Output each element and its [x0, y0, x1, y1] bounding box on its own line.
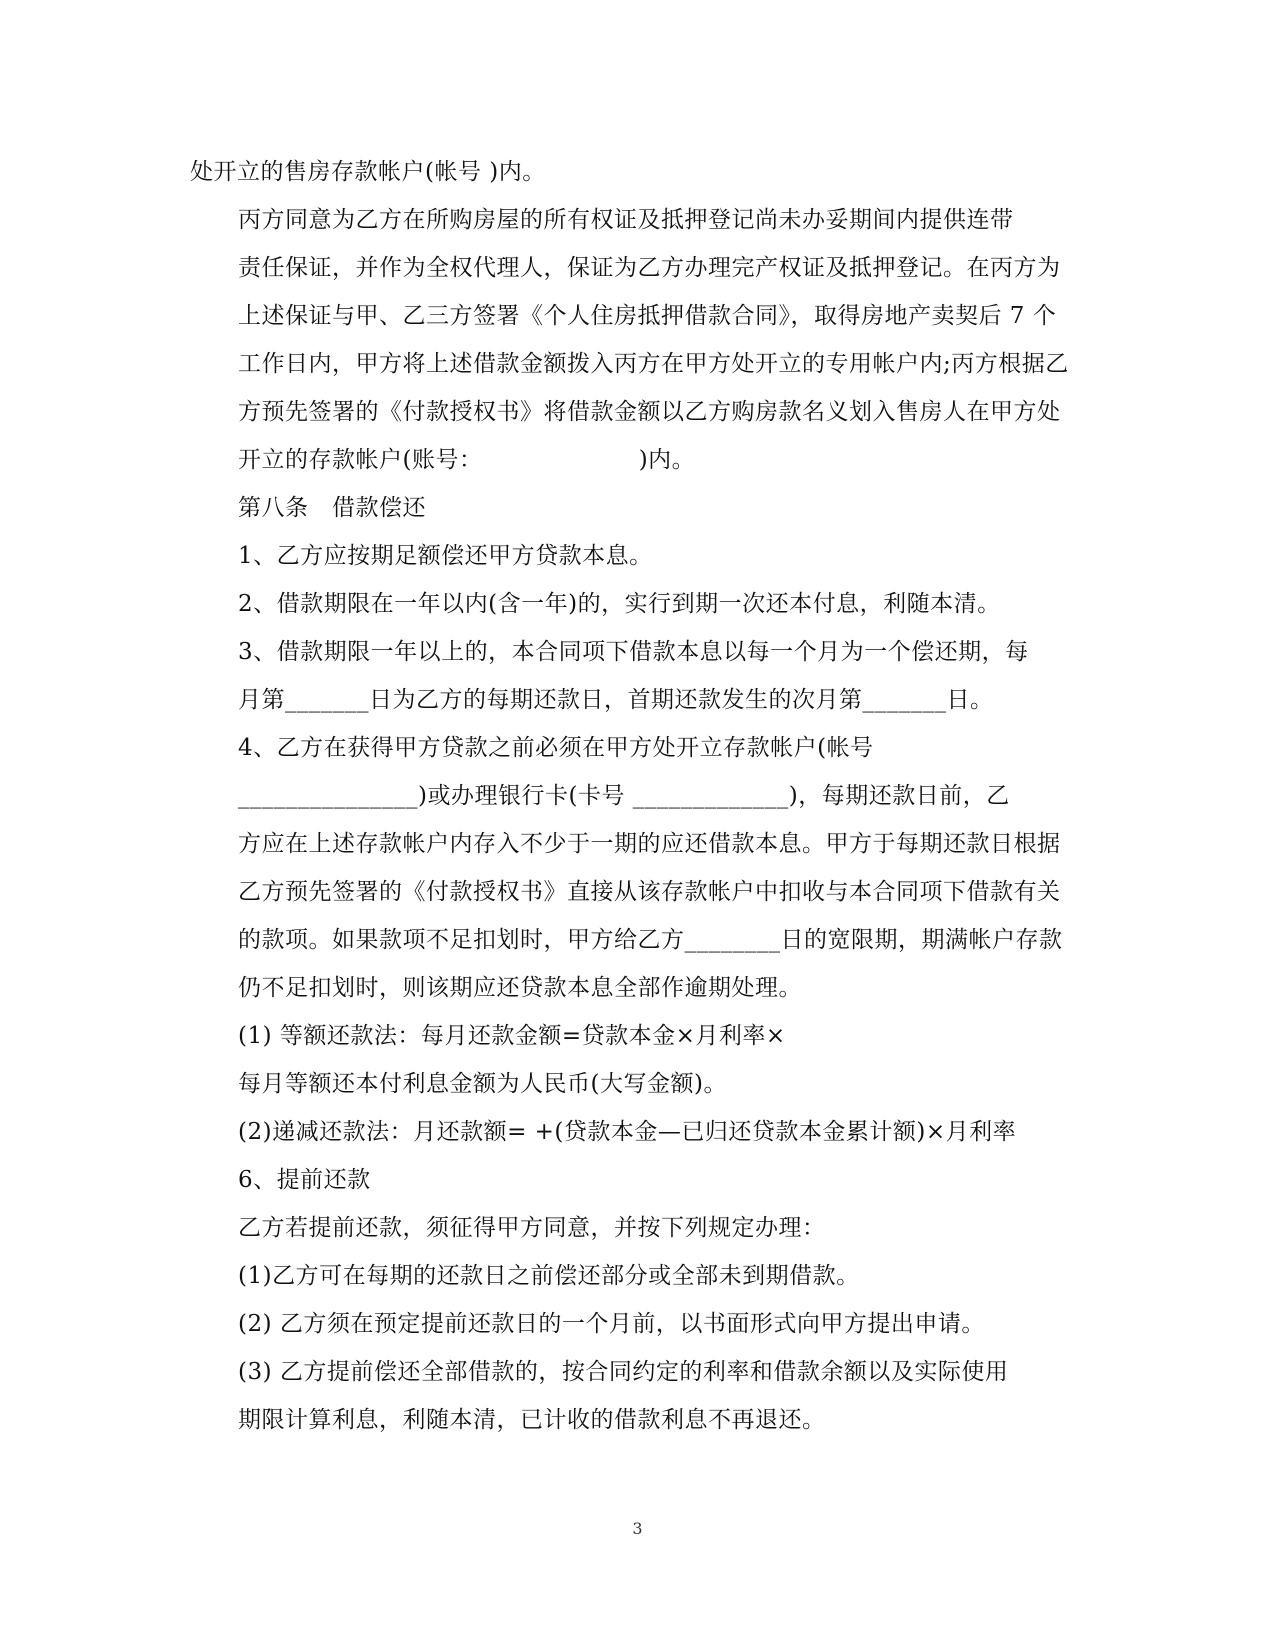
text-line: 方应在上述存款帐户内存入不少于一期的应还借款本息。甲方于每期还款日根据: [238, 831, 1061, 857]
text-line: 期限计算利息，利随本清，已计收的借款利息不再退还。: [238, 1407, 826, 1433]
text-line: 丙方同意为乙方在所购房屋的所有权证及抵押登记尚未办妥期间内提供连带: [238, 207, 1014, 233]
text-line: 每月等额还本付利息金额为人民币(大写金额)。: [238, 1071, 727, 1097]
paragraph: [190, 1060, 1078, 1108]
text-line: (2) 乙方须在预定提前还款日的一个月前，以书面形式向甲方提出申请。: [238, 1311, 985, 1337]
paragraph: [190, 532, 1078, 580]
paragraph: [190, 724, 1078, 1012]
text-line: 乙方若提前还款，须征得甲方同意，并按下列规定办理：: [238, 1215, 826, 1241]
page-number: 3: [632, 1519, 643, 1538]
paragraph: [190, 1252, 1078, 1300]
text-line: 第八条 借款偿还: [238, 495, 426, 521]
text-line: 2、借款期限在一年以内(含一年)的，实行到期一次还本付息，利随本清。: [238, 591, 1001, 617]
paragraph: [190, 196, 1078, 484]
text-line: 月第_______日为乙方的每期还款日，首期还款发生的次月第_______日。: [238, 687, 994, 713]
text-line: 乙方预先签署的《付款授权书》直接从该存款帐户中扣收与本合同项下借款有关: [238, 879, 1061, 905]
text-line: 责任保证，并作为全权代理人，保证为乙方办理完产权证及抵押登记。在丙方为: [238, 255, 1061, 281]
paragraph: [190, 1012, 1078, 1060]
paragraph: [190, 1156, 1078, 1204]
text-line: 开立的存款帐户(账号： )内。: [238, 447, 696, 473]
text-line: 仍不足扣划时，则该期应还贷款本息全部作逾期处理。: [238, 975, 802, 1001]
text-line: 6、提前还款: [238, 1167, 371, 1193]
text-line: 工作日内，甲方将上述借款金额拨入丙方在甲方处开立的专用帐户内;丙方根据乙: [238, 351, 1069, 377]
paragraph: [190, 484, 1078, 532]
text-line: 1、乙方应按期足额偿还甲方贷款本息。: [238, 543, 653, 569]
text-line: 4、乙方在获得甲方贷款之前必须在甲方处开立存款帐户(帐号: [238, 735, 874, 761]
text-line: 方预先签署的《付款授权书》将借款金额以乙方购房款名义划入售房人在甲方处: [238, 399, 1061, 425]
text-line: _______________)或办理银行卡(卡号 _____________)，每期还款日前，乙: [238, 783, 1010, 809]
text-line: (2)递减还款法：月还款额= +(贷款本金—已归还贷款本金累计额)×月利率: [238, 1119, 1017, 1145]
paragraph: [190, 628, 1078, 724]
paragraph: [190, 148, 1078, 196]
text-line: (3) 乙方提前偿还全部借款的，按合同约定的利率和借款余额以及实际使用: [238, 1359, 1009, 1385]
text-line: 处开立的售房存款帐户(帐号 )内。: [190, 159, 546, 185]
document-body: [190, 148, 1078, 1444]
paragraph: [190, 1348, 1078, 1444]
paragraph: [190, 1204, 1078, 1252]
paragraph: [190, 1300, 1078, 1348]
text-line: (1)乙方可在每期的还款日之前偿还部分或全部未到期借款。: [238, 1263, 860, 1289]
paragraph: [190, 580, 1078, 628]
paragraph: [190, 1108, 1078, 1156]
text-line: 上述保证与甲、乙三方签署《个人住房抵押借款合同》，取得房地产卖契后 7 个: [238, 303, 1057, 329]
text-line: (1) 等额还款法：每月还款金额=贷款本金×月利率×: [238, 1023, 786, 1049]
text-line: 3、借款期限一年以上的，本合同项下借款本息以每一个月为一个偿还期，每: [238, 639, 1029, 665]
text-line: 的款项。如果款项不足扣划时，甲方给乙方________日的宽限期，期满帐户存款: [238, 927, 1063, 953]
